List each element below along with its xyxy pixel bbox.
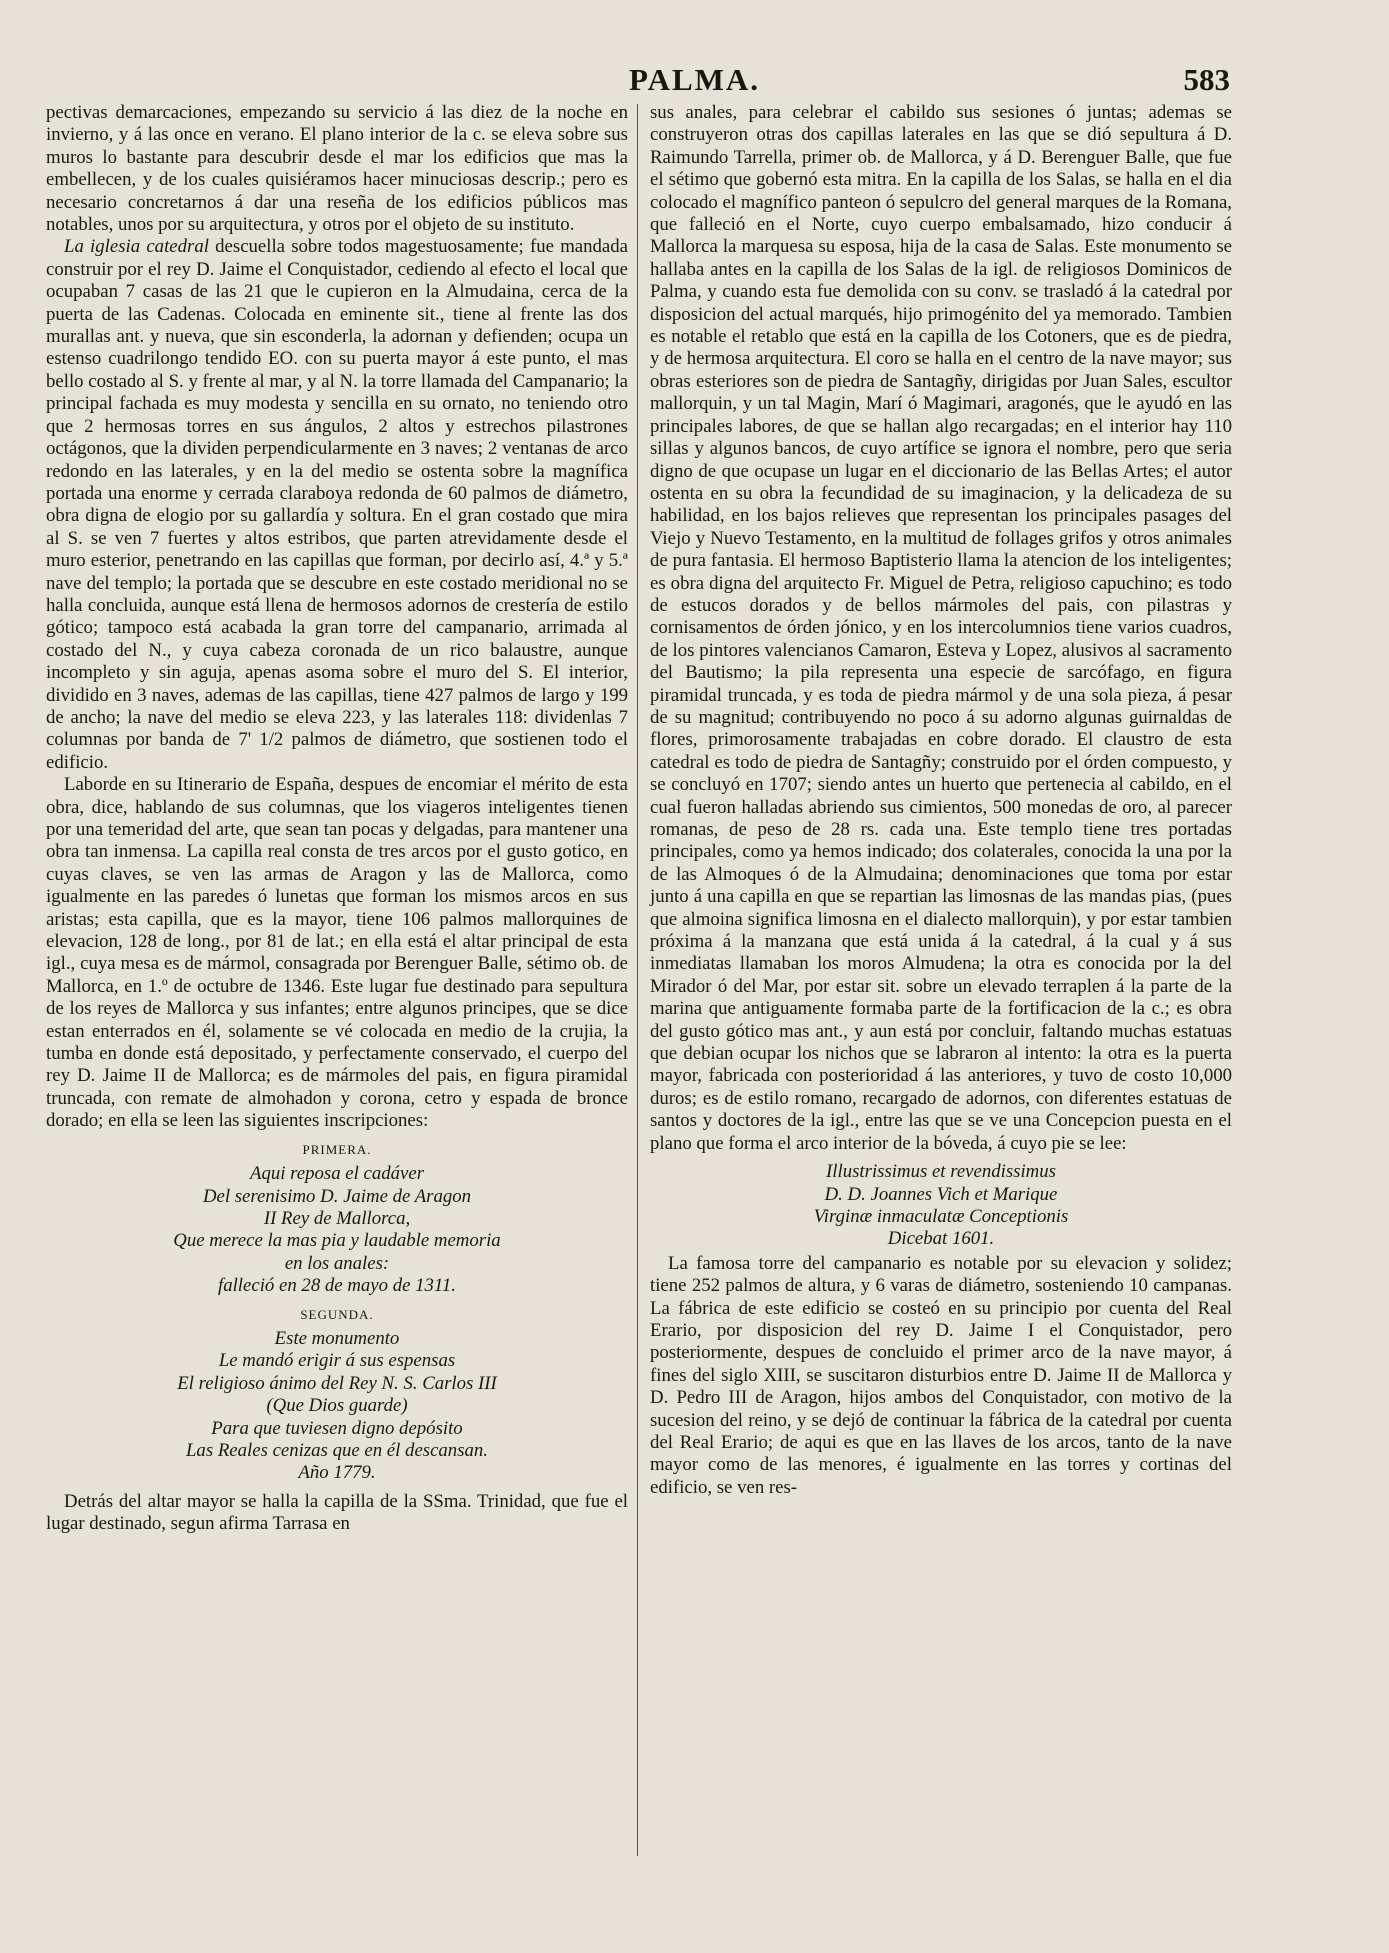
inscription-line: Virginæ inmaculatæ Conceptionis	[813, 1205, 1069, 1227]
inscription-line: Illustrissimus et revendissimus	[826, 1161, 1056, 1183]
inscription-first	[46, 1139, 628, 1298]
inscription-line: Año 1779.	[298, 1462, 376, 1484]
inscription-line: Que merece la mas pia y laudable memoria	[173, 1230, 501, 1252]
inscription-line: Le mandó erigir á sus espensas	[218, 1350, 456, 1372]
inscription-line: Este monumento	[274, 1327, 400, 1349]
inscription-second	[46, 1304, 628, 1485]
inscription-heading: SEGUNDA.	[300, 1306, 374, 1322]
right-column	[650, 102, 1232, 1499]
paragraph: Laborde en su Itinerario de España, despues de encomiar el mérito de esta obra, dice, hablando de sus columnas, que los viageros inteligentes tienen por una temeridad del arte, que sean tan pocas y delgadas, para mantener una obra tan inmensa. La capilla real consta de tres arcos por el gusto gotico, en cuyas claves, se ven las armas de Aragon y las de Mallorca, como igualmente en las paredes ó lunetas que forman los mismos arcos en sus aristas; esta capilla, que es la mayor, tiene 106 palmos mallorquines de elevacion, 128 de long., por 81 de lat.; en ella está el altar principal de esta igl., cuya mesa es de mármol, consagrada por Berenguer Balle, sétimo ob. de Mallorca, en 1.º de octubre de 1346. Este lugar fue destinado para sepultura de los reyes de Mallorca y sus infantes; entre algunos principes, que se dice estan enterrados en él, solamente se vé colocada en medio de la crujia, la tumba en donde está depositado, y perfectamente conservado, el cuerpo del rey D. Jaime II de Mallorca; es de mármoles del pais, en figura piramidal truncada, con remate de almohadon y corona, cetro y espada de bronce dorado; en ella se leen las siguientes inscripciones:	[46, 774, 628, 1132]
left-column	[46, 102, 628, 1536]
paragraph: La famosa torre del campanario es notable por su elevacion y solidez; tiene 252 palmos de altura, y 6 varas de diámetro, sosteniendo 10 campanas. La fábrica de este edificio se costeó en su principio por cuenta del Real Erario, por disposicion del rey D. Jaime I el Conquistador, pero posteriormente, despues de concluido el primer arco de la nave mayor, á fines del siglo XIII, se suscitaron disturbios entre D. Jaime II de Mallorca y D. Pedro III de Aragon, hijos ambos del Conquistador, con motivo de la sucesion del reino, y se dejó de continuar la fábrica de la catedral por cuenta del Real Erario; de aqui es que en las llaves de los arcos, tanto de la nave mayor como de las menores, é igualmente en las torres y cortinas del edificio, se ven res-	[650, 1252, 1232, 1498]
inscription-line: Para que tuviesen digno depósito	[211, 1417, 463, 1439]
inscription-line: en los anales:	[284, 1252, 390, 1274]
inscription-line: D. D. Joannes Vich et Marique	[824, 1183, 1058, 1205]
inscription-line: (Que Dios guarde)	[266, 1395, 408, 1417]
page-number: 583	[1183, 62, 1230, 97]
inscription-line: II Rey de Mallorca,	[263, 1207, 411, 1229]
paragraph-text: descuella sobre todos magestuosamente; fue mandada construir por el rey D. Jaime el Conquistador, cediendo al efecto el local que ocupaban 7 casas de las 21 que le cupieron en la Almudaina, cerca de la puerta de las Cadenas. Colocada en eminente sit., tiene al frente las dos murallas ant. y nueva, que sin esconderla, la adornan y defienden; ocupa un estenso cuadrilongo tendido EO. con su puerta mayor á este punto, el mas bello costado al S. y frente al mar, y al N. la torre llamada del Campanario; la principal fachada es muy modesta y sencilla en su ornato, no teniendo otro que 2 hermosas torres en sus ángulos, 2 altos y estrechos pilastrones octágonos, que la dividen perpendicularmente en 3 naves; 2 ventanas de arco redondo en las laterales, y en la del medio se ostenta sobre la magnífica portada una enorme y cerrada claraboya redonda de 60 palmos de diámetro, obra digna de elogio por su gallardía y soltura. En el gran costado que mira al S. se ven 7 fuertes y altos estribos, que parten atrevidamente desde el muro esterior, penetrando en las capillas que forman, por decirlo así, 4.ª y 5.ª nave del templo; la portada que se descubre en este costado meridional no se halla concluida, aunque está llena de hermosos adornos de crestería de estilo gótico; tampoco está acabada la gran torre del campanario, arrimada al costado del N., y cuya cabeza coronada de un rico balaustre, aunque incompleto y sin aguja, apenas asoma sobre el muro del S. El interior, dividido en 3 naves, ademas de las capillas, tiene 427 palmos de largo y 199 de ancho; la nave del medio se eleva 223, y las laterales 118: dividenlas 7 columnas por banda de 7' 1/2 palmos de diámetro, que sostienen todo el edificio.	[46, 236, 628, 773]
inscription-line: El religioso ánimo del Rey N. S. Carlos III	[177, 1372, 497, 1394]
inscription-line: Dicebat 1601.	[887, 1228, 995, 1250]
latin-inscription	[650, 1161, 1232, 1251]
inscription-line: falleció en 28 de mayo de 1311.	[217, 1275, 456, 1297]
paragraph: Detrás del altar mayor se halla la capilla de la SSma. Trinidad, que fue el lugar destinado, segun afirma Tarrasa en	[46, 1490, 628, 1535]
inscription-line: Aqui reposa el cadáver	[249, 1163, 425, 1185]
inscription-line: Las Reales cenizas que en él descansan.	[185, 1439, 488, 1461]
inscription-line: Del serenisimo D. Jaime de Aragon	[202, 1185, 472, 1207]
inscription-heading: PRIMERA.	[302, 1141, 372, 1157]
cathedral-paragraph	[46, 236, 628, 774]
paragraph: pectivas demarcaciones, empezando su servicio á las diez de la noche en invierno, y á las once en verano. El plano interior de la c. se eleva sobre sus muros lo bastante para descubrir desde el mar los edificios que mas la embellecen, y de los cuales quisiéramos hacer minuciosas descrip.; pero es necesario concretarnos á dar una reseña de los edificios públicos mas notables, unos por su arquitectura, y otros por el objeto de su instituto.	[46, 102, 628, 236]
running-title: PALMA.	[628, 62, 761, 97]
cathedral-heading: La iglesia catedral	[64, 236, 209, 258]
paragraph: sus anales, para celebrar el cabildo sus sesiones ó juntas; ademas se construyeron otras dos capillas laterales en las que se dió sepultura á D. Raimundo Tarrella, primer ob. de Mallorca, y á D. Berenguer Balle, que fue el sétimo que gobernó esta mitra. En la capilla de los Salas, se halla en el dia colocado el magnífico panteon ó sepulcro del general marques de la Romana, que falleció en el Norte, cuyo cuerpo embalsamado, hizo conducir á Mallorca la marquesa su esposa, hija de la casa de Salas. Este monumento se hallaba antes en la capilla de los Salas de la igl. de religiosos Dominicos de Palma, y cuando esta fue demolida con su conv. se trasladó á la catedral por disposicion del actual marqués, hijo primogénito del ya memorado. Tambien es notable el retablo que está en la capilla de los Cotoners, que es de piedra, y de hermosa arquitectura. El coro se halla en el centro de la nave mayor; sus obras esteriores son de piedra de Santagñy, dirigidas por Juan Sales, escultor mallorquin, y un tal Magin, Marí ó Magimari, aragonés, que le ayudó en las principales labores, de que se hallan algo recargadas; en el interior hay 110 sillas y algunos bancos, de cuyo artífice se ignora el nombre, pero que seria digno de que ocupase un lugar en el diccionario de las Bellas Artes; el autor ostenta en su obra la fecundidad de su imaginacion, y la delicadeza de su habilidad, en los bajos relieves que representan los principales pasages del Viejo y Nuevo Testamento, en la multitud de follages grifos y otros animales de pura fantasia. El hermoso Baptisterio llama la atencion de los inteligentes; es obra digna del arquitecto Fr. Miguel de Petra, religioso capuchino; es todo de estucos dorados y de bellos mármoles del pais, con pilastras y cornisamentos de órden jónico, y en los intercolumnios tiene varios cuadros, de los pintores valencianos Camaron, Esteva y Lopez, alusivos al sacramento del Bautismo; la pila representa una especie de sarcófago, en figura piramidal truncada, y es toda de piedra mármol y de una sola pieza, á pesar de su magnitud; contribuyendo no poco á su adorno algunas guirnaldas de flores, primorosamente trabajadas en cobre dorado. El claustro de esta catedral es todo de piedra de Santagñy; construido por el órden compuesto, y se concluyó en 1707; siendo antes un huerto que pertenecia al cabildo, en el cual fueron halladas abriendo sus cimientos, 500 monedas de oro, al parecer romanas, de peso de 28 rs. cada una. Este templo tiene tres portadas principales, como ya hemos indicado; dos colaterales, conocida la una por la de las Almoques ó de la Almudaina; denominaciones que toma por estar junto á una capilla en que se repartian las limosnas de las mandas pias, (pues que almoina significa limosna en el dialecto mallorquin), y por estar tambien próxima á la manzana que está unida á la catedral, á la cual y á sus inmediatas llamaban los moros Almudena; la otra es conocida por la del Mirador ó del Mar, por estar sit. sobre un elevado terraplen á la parte de la marina que antiguamente formaba parte de la fortificacion de la c.; es obra del gusto gótico mas ant., y aun está por concluir, faltando muchas estatuas que debian ocupar los nichos que se labraron al intento: la otra es la puerta mayor, fabricada con posterioridad á las anteriores, y tuvo de costo 10,000 duros; es de estilo romano, recargado de adornos, con diferentes estatuas de santos y doctores de la igl., entre las que se ve una Concepcion puesta en el plano que forma el arco interior de la bóveda, á cuyo pie se lee:	[650, 102, 1232, 1154]
column-divider	[637, 104, 638, 1856]
